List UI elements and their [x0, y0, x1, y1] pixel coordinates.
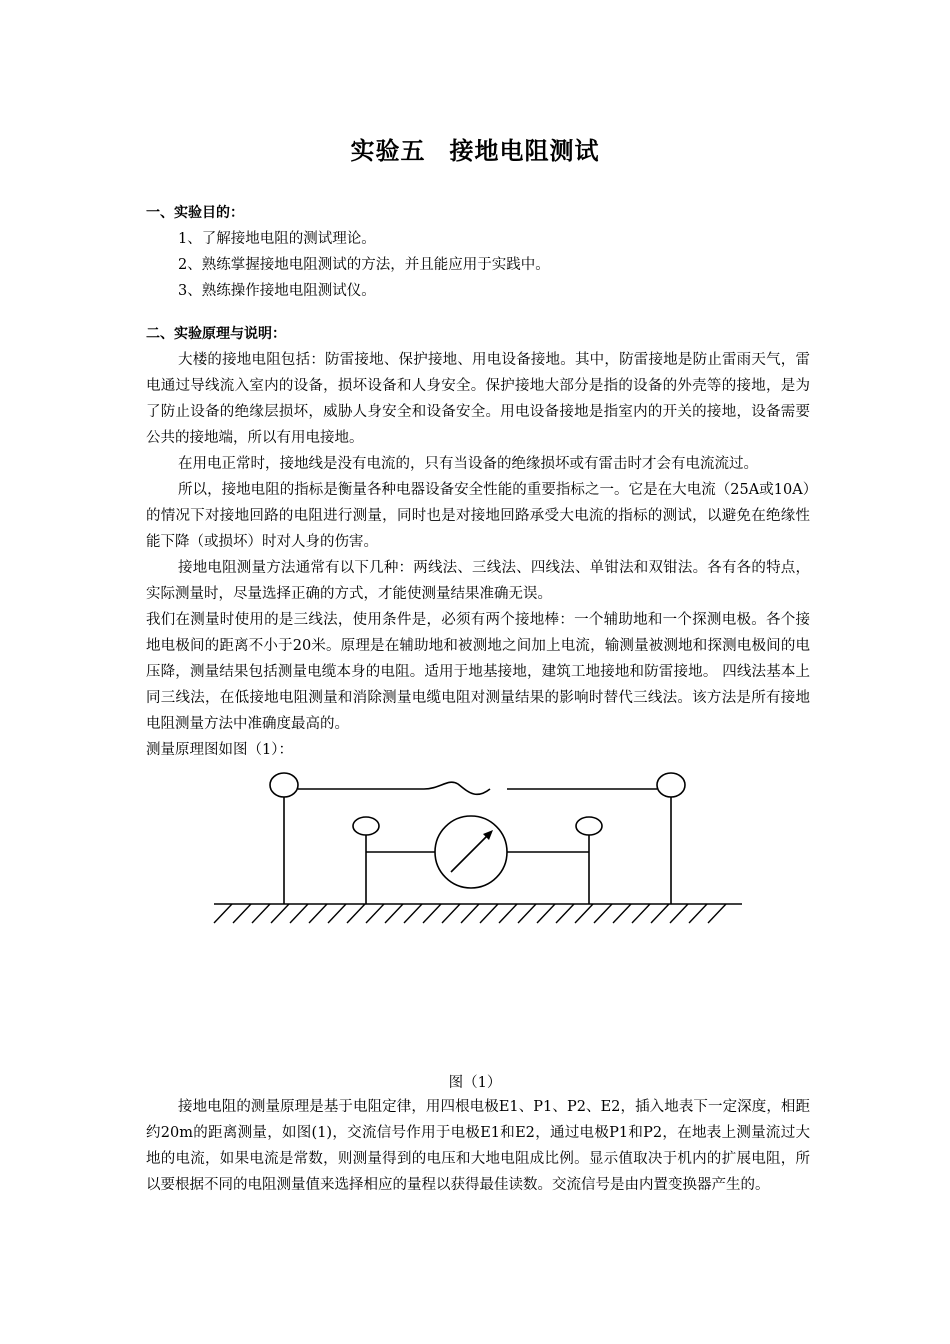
objective-item-2: 2、熟练掌握接地电阻测试的方法，并且能应用于实践中。 [178, 257, 550, 273]
current-lead-wire [298, 782, 490, 794]
figure-intro: 测量原理图如图（1）： [146, 742, 293, 758]
electrode-p1 [353, 817, 379, 835]
objective-item-1: 1、了解接地电阻的测试理论。 [178, 231, 376, 247]
title-part1: 实验五 [350, 137, 426, 165]
electrode-e2 [657, 773, 685, 797]
title-part2: 接地电阻测试 [449, 137, 600, 165]
principle-paragraph-4: 接地电阻测量方法通常有以下几种：两线法、三线法、四线法、单钳法和双钳法。各有各的特点，实际测量时，尽量选择正确的方式，才能使测量结果准确无误。 [146, 560, 810, 602]
electrode-e1 [270, 773, 298, 797]
section-after-figure [146, 1094, 810, 1198]
figure-caption: 图（1） [448, 1075, 502, 1091]
principle-explanation-paragraph: 接地电阻的测量原理是基于电阻定律，用四根电极E1、P1、P2、E2，插入地表下一定深度，相距约20m的距离测量，如图(1)，交流信号作用于电极E1和E2，通过电极P1和P2，在地表上测量流过大地的电流，如果电流是常数，则测量得到的电压和大地电阻成比例。显示值取决于机内的扩展电阻，所以要根据不同的电阻测量值来选择相应的量程以获得最佳读数。交流信号是由内置变换器产生的。 [146, 1099, 810, 1193]
principle-paragraph-2: 在用电正常时，接地线是没有电流的，只有当设备的绝缘损坏或有雷击时才会有电流流过。 [178, 456, 758, 472]
objective-item-3: 3、熟练操作接地电阻测试仪。 [178, 283, 376, 299]
section2-heading: 二、实验原理与说明： [146, 326, 286, 342]
principle-paragraph-3: 所以，接地电阻的指标是衡量各种电器设备安全性能的重要指标之一。它是在大电流（25A或10A）的情况下对接地回路的电阻进行测量，同时也是对接地回路承受大电流的指标的测试，以避免在绝缘性能下降（或损坏）时对人身的伤害。 [146, 482, 810, 550]
principle-paragraph-1: 大楼的接地电阻包括：防雷接地、保护接地、用电设备接地。其中，防雷接地是防止雷雨天气，雷电通过导线流入室内的设备，损坏设备和人身安全。保护接地大部分是指的设备的外壳等的接地，是为了防止设备的绝缘层损坏，威胁人身安全和设备安全。用电设备接地是指室内的开关的接地，设备需要公共的接地端，所以有用电接地。 [146, 352, 810, 446]
section1-heading: 一、实验目的： [146, 205, 244, 221]
principle-paragraph-5: 我们在测量时使用的是三线法，使用条件是，必须有两个接地棒：一个辅助地和一个探测电极。各个接地电极间的距离不小于20米。原理是在辅助地和被测地之间加上电流，输测量被测地和探测电极间的电压降，测量结果包括测量电缆本身的电阻。适用于地基接地，建筑工地接地和防雷接地。 四线法基本上同三线法，在低接地电阻测量和消除测量电缆电阻对测量结果的影响时替代三线法。该方法是所有接地电阻测量方法中准确度最高的。 [146, 612, 810, 732]
electrode-p2 [576, 817, 602, 835]
ground-hatching [214, 904, 726, 923]
